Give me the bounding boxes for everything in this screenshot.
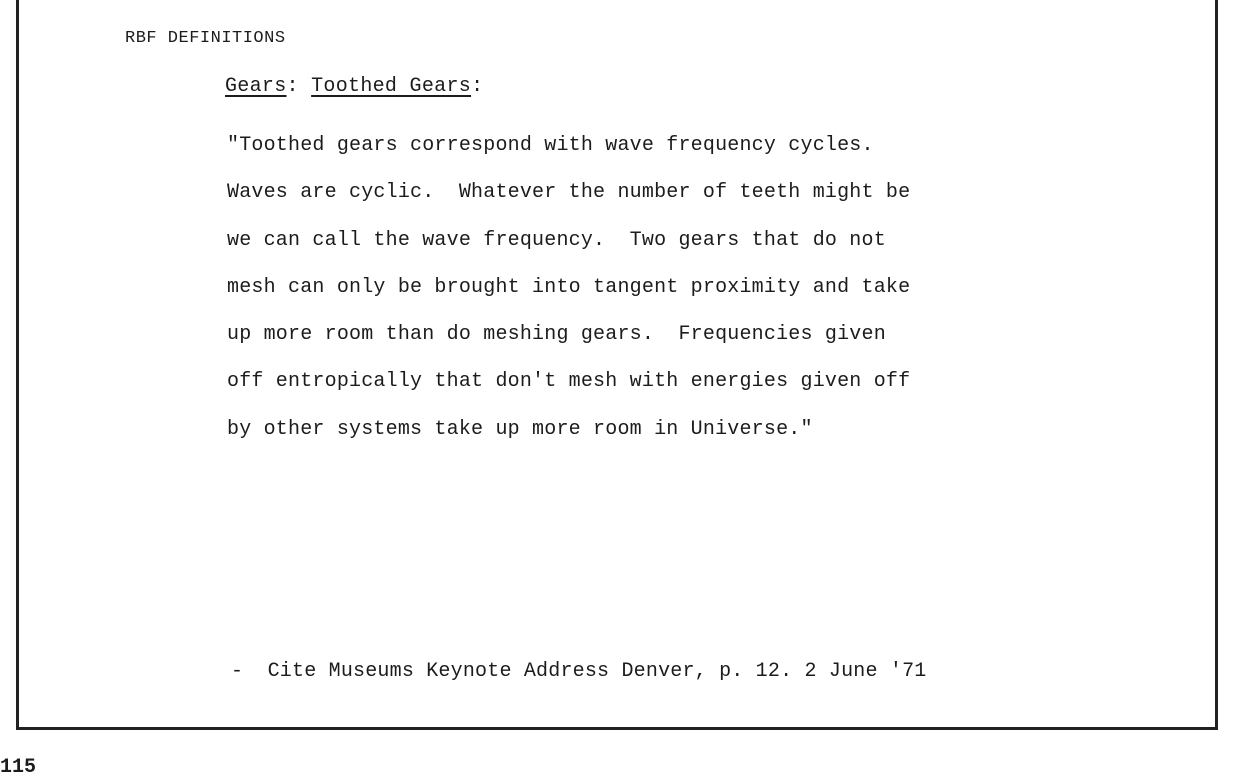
entry-title <box>225 75 483 98</box>
title-subterm: Toothed Gears <box>311 75 472 98</box>
text-line: mesh can only be brought into tangent proximity and take <box>227 275 911 299</box>
title-term: Gears <box>225 75 287 98</box>
text-line: "Toothed gears correspond with wave frequency cycles. <box>227 134 874 157</box>
text-line: off entropically that don't mesh with energies given off <box>227 370 911 394</box>
definition-card <box>16 0 1218 730</box>
definition-text <box>227 122 1047 453</box>
page-number: 115 <box>0 756 37 779</box>
text-line: by other systems take up more room in Universe." <box>227 417 813 441</box>
title-separator: : <box>286 75 312 98</box>
document-header: RBF DEFINITIONS <box>125 29 286 48</box>
text-line: up more room than do meshing gears. Frequencies given <box>227 323 886 347</box>
citation: - Cite Museums Keynote Address Denver, p. 12. 2 June '71 <box>231 660 927 683</box>
title-colon: : <box>471 75 484 98</box>
text-line: Waves are cyclic. Whatever the number of teeth might be <box>227 181 911 205</box>
text-line: we can call the wave frequency. Two gears that do not <box>227 228 886 252</box>
